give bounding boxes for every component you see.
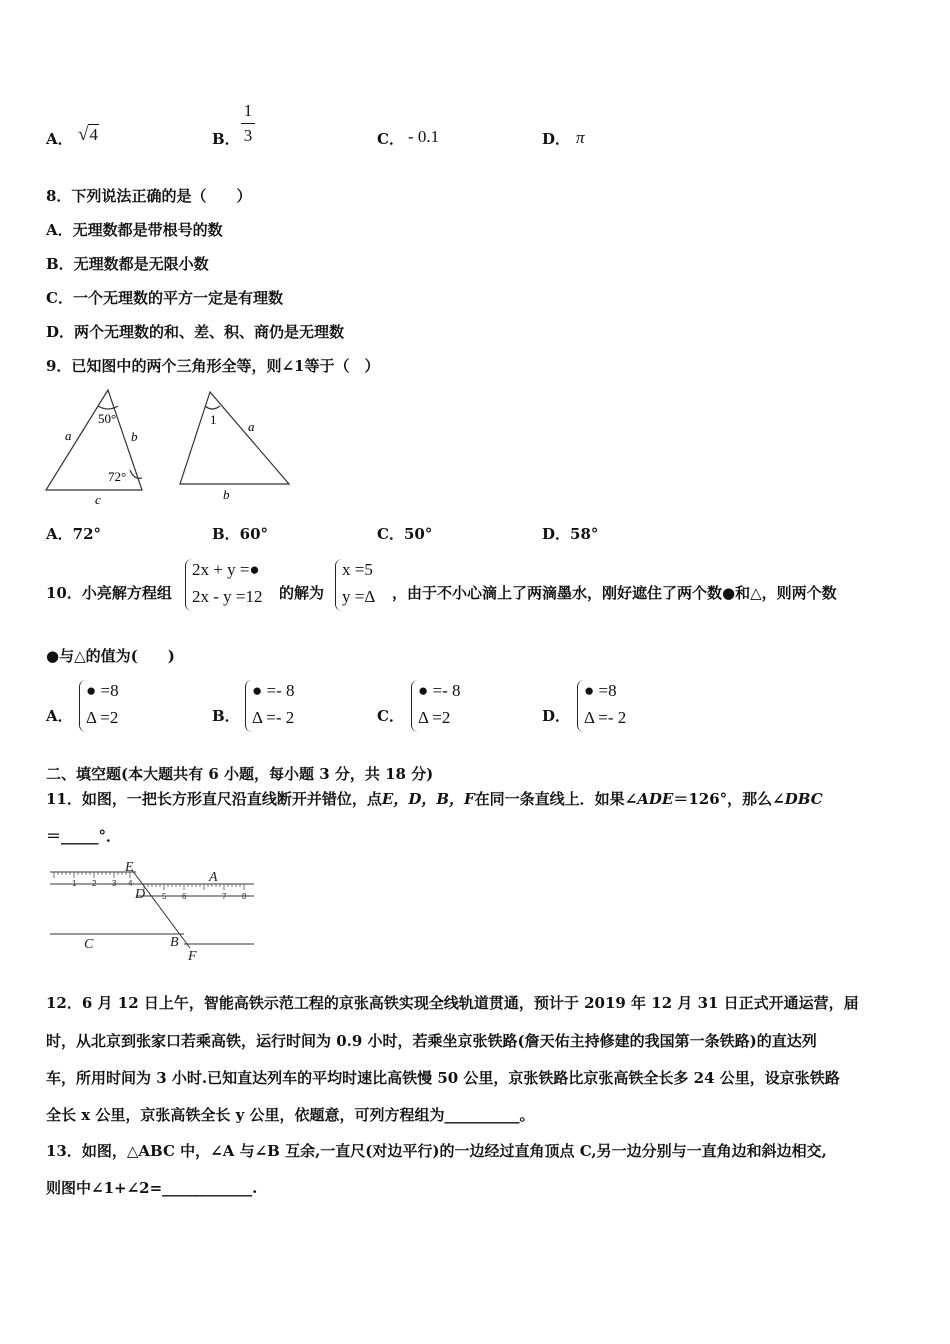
tick-6: 6 [182, 892, 187, 901]
q10-option-a-label: A． [46, 707, 73, 725]
q10-prefix: 10．小亮解方程组 [46, 584, 172, 602]
q9-option-a: A．72° [46, 525, 102, 543]
q10-suffix: ，由于不小心滴上了两滴墨水，刚好遮住了两个数●和△，则两个数 [392, 584, 837, 602]
q11-line2: ＝_____°． [46, 827, 122, 845]
tick-7: 7 [222, 892, 227, 901]
q11-ruler-figure [44, 856, 260, 964]
triangle-2 [180, 392, 289, 484]
q7-option-d-expr: π [576, 128, 585, 147]
q7-option-a-expr: √4 [78, 124, 98, 145]
label-E: E [125, 860, 134, 875]
triangle-1 [46, 390, 142, 490]
fig2-side-b: b [223, 487, 230, 502]
q8-option-d: D．两个无理数的和、差、积、商仍是无理数 [46, 323, 345, 341]
fig1-side-b: b [131, 429, 138, 444]
q10-option-b-label: B． [212, 707, 240, 725]
q7-option-d-label: D． [542, 130, 571, 148]
tick-8: 8 [242, 892, 247, 901]
q10-option-c-brace [411, 680, 418, 732]
q10-option-c-label: C． [377, 707, 404, 725]
q10-solution [342, 556, 375, 610]
q10-eq1: 2x + y =● [192, 560, 260, 579]
tick-1: 1 [72, 879, 77, 888]
q10-option-d-brace [577, 680, 584, 732]
q7-option-b-fraction: 1 3 [241, 101, 255, 146]
q12-line4: 全长 x 公里，京张高铁全长 y 公里，依题意，可列方程组为__________。 [46, 1106, 535, 1124]
tick-5: 5 [162, 892, 167, 901]
fig1-angle-top: 50° [98, 411, 117, 426]
q10-option-b-brace [245, 680, 252, 732]
q12-line1: 12．6 月 12 日上午，智能高铁示范工程的京张高铁实现全线轨道贯通，预计于 2019 年 12 月 31 日正式开通运营，届 [46, 994, 859, 1012]
q10-option-d-label: D． [542, 707, 571, 725]
q10-sol1: x =5 [342, 560, 373, 579]
q9-triangle-figures [40, 384, 310, 506]
fig1-side-a: a [65, 428, 72, 443]
q9-option-d: D．58° [542, 525, 599, 543]
fig1-angle-right: 72° [108, 469, 127, 484]
q10-sol2: y =Δ [342, 587, 376, 606]
q8-option-a: A．无理数都是带根号的数 [46, 221, 223, 239]
q10-option-a-brace [79, 680, 86, 732]
q8-option-b: B．无理数都是无限小数 [46, 255, 209, 273]
label-A: A [209, 870, 218, 885]
q11-line1: 11．如图，一把长方形直尺沿直线断开并错位，点E，D，B，F在同一条直线上．如果∠ADE＝126°，那么∠DBC [46, 790, 823, 808]
q13-line2: 则图中∠1+∠2=____________. [46, 1179, 258, 1197]
label-D: D [135, 887, 146, 902]
q12-line2: 时，从北京到张家口若乘高铁，运行时间为 0.9 小时，若乘坐京张铁路(詹天佑主持修建的我国第一条铁路)的直达列 [46, 1032, 817, 1050]
label-F: F [188, 949, 197, 964]
q10-eq2: 2x - y =12 [192, 587, 263, 606]
q7-option-c-label: C． [377, 130, 404, 148]
fig2-side-a: a [248, 419, 255, 434]
label-B: B [170, 935, 179, 950]
q9-option-c: C．50° [377, 525, 433, 543]
q8-stem: 8．下列说法正确的是（ ） [46, 187, 252, 205]
q10-line2: ●与△的值为( ) [46, 647, 175, 665]
q10-option-a: ● =8 Δ =2 [86, 681, 119, 727]
q9-option-b: B．60° [212, 525, 269, 543]
q13-line1: 13．如图，△ABC 中，∠A 与∠B 互余,一直尺(对边平行)的一边经过直角顶点 C,另一边分别与一直角边和斜边相交, [46, 1142, 827, 1160]
q8-option-c: C．一个无理数的平方一定是有理数 [46, 289, 283, 307]
tick-2: 2 [92, 879, 97, 888]
q7-option-c-expr: - 0.1 [408, 127, 440, 146]
q10-system-brace [185, 559, 192, 611]
q10-mid: 的解为 [279, 584, 325, 602]
q7-option-a-label: A． [46, 130, 73, 148]
tick-3: 3 [112, 879, 117, 888]
q10-system [192, 556, 263, 610]
q10-solution-brace [335, 559, 342, 611]
section-2-heading: 二、填空题(本大题共有 6 小题，每小题 3 分，共 18 分) [46, 765, 434, 783]
q10-option-b: ● =- 8 Δ =- 2 [252, 681, 295, 727]
fig1-side-c: c [95, 492, 101, 506]
fig2-angle: 1 [210, 412, 217, 427]
q7-option-b-label: B． [212, 130, 240, 148]
tick-4: 4 [128, 879, 133, 888]
q10-option-d: ● =8 Δ =- 2 [584, 681, 627, 727]
q9-stem: 9．已知图中的两个三角形全等，则∠1等于（ ） [46, 357, 380, 375]
q12-line3: 车，所用时间为 3 小时.已知直达列车的平均时速比高铁慢 50 公里，京张铁路比京张高铁全长多 24 公里，设京张铁路 [46, 1069, 840, 1087]
q10-option-c: ● =- 8 Δ =2 [418, 681, 461, 727]
label-C: C [84, 937, 94, 952]
